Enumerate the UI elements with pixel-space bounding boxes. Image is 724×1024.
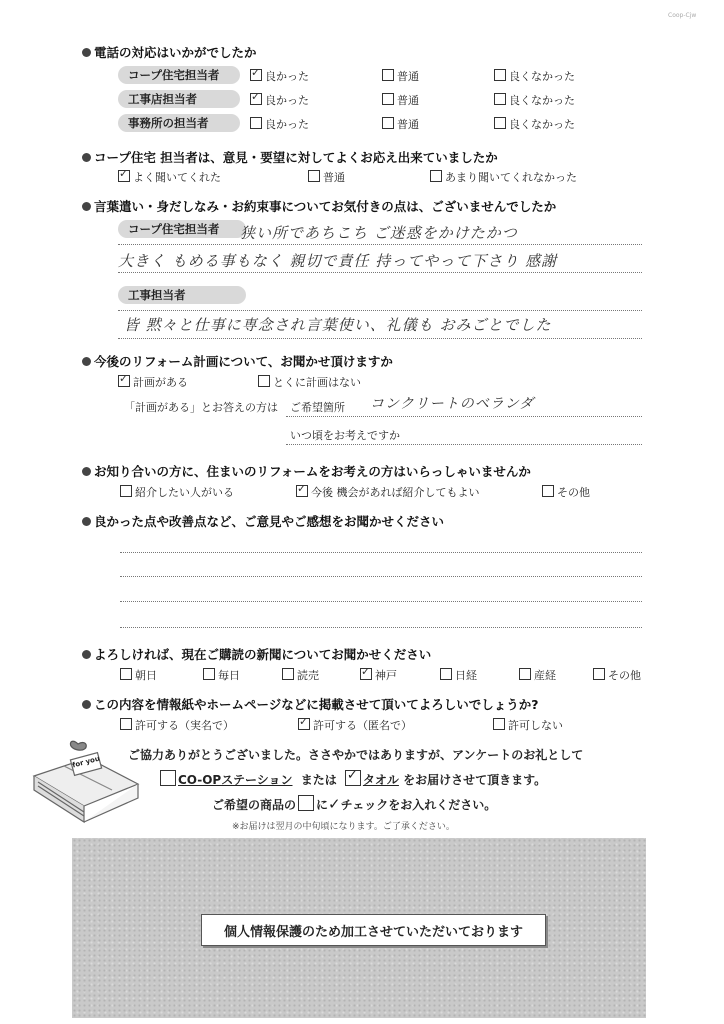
divider — [286, 444, 642, 445]
coop-station-option[interactable]: CO-OPステーション — [160, 773, 293, 787]
q1-r3-bad[interactable]: 良くなかった — [494, 116, 575, 132]
divider — [286, 416, 642, 417]
checkbox-icon — [542, 485, 554, 497]
thanks-line2: CO-OPステーション または ✓ タオル をお届けさせて頂きます。 — [160, 770, 546, 788]
checkbox-checked-icon — [118, 375, 130, 387]
q3-role-coop: コープ住宅担当者 — [118, 220, 246, 238]
q3-title: 言葉遣い・身だしなみ・お約束事についてお気付きの点は、ございませんでしたか — [82, 197, 556, 215]
checkbox-checked-icon — [360, 668, 372, 680]
q1-r2-normal[interactable]: 普通 — [382, 92, 419, 108]
q1-r1-good[interactable]: ✓良かった — [250, 68, 309, 84]
checkbox-icon — [308, 170, 320, 182]
q2-opt-normal[interactable]: 普通 — [308, 169, 345, 185]
checkbox-icon — [258, 375, 270, 387]
divider — [118, 310, 642, 311]
checkbox-icon — [250, 117, 262, 129]
checkbox-icon — [440, 668, 452, 680]
q7-opt-sankei[interactable]: 産経 — [519, 667, 556, 683]
divider — [118, 272, 642, 273]
checkbox-checked-icon — [250, 93, 262, 105]
gift-book-icon — [26, 738, 144, 830]
gift-tag-text: for you — [71, 754, 101, 770]
checkbox-icon — [160, 770, 176, 786]
privacy-notice: 個人情報保護のため加工させていただいております — [201, 914, 546, 946]
bullet-icon — [82, 357, 91, 366]
q1-r3-normal[interactable]: 普通 — [382, 116, 419, 132]
checkbox-checked-icon — [298, 718, 310, 730]
divider — [118, 244, 642, 245]
comment-line[interactable] — [120, 552, 642, 553]
q1-r1-normal[interactable]: 普通 — [382, 68, 419, 84]
q5-opt-introduce[interactable]: 紹介したい人がいる — [120, 484, 234, 500]
checkbox-icon — [120, 485, 132, 497]
checkbox-icon — [519, 668, 531, 680]
q2-title: コープ住宅 担当者は、意見・要望に対してよくお応え出来ていましたか — [82, 148, 498, 166]
thanks-line1: ご協力ありがとうございました。ささやかではありますが、アンケートのお礼として — [128, 748, 584, 762]
bullet-icon — [82, 48, 91, 57]
checkbox-icon — [494, 93, 506, 105]
q7-opt-mainichi[interactable]: 毎日 — [203, 667, 240, 683]
q1-title: 電話の対応はいかがでしたか — [82, 43, 257, 61]
q4-place-answer: コンクリートのベランダ — [370, 396, 535, 412]
divider — [118, 338, 642, 339]
bullet-icon — [82, 650, 91, 659]
comment-line[interactable] — [120, 601, 642, 602]
q3-answer1-line2: 大きく もめる事もなく 親切で責任 持ってやって下さり 感謝 — [118, 252, 558, 270]
bullet-icon — [82, 700, 91, 709]
q3-answer2: 皆 黙々と仕事に専念され言葉使い、礼儀も おみごとでした — [124, 316, 552, 334]
checkbox-checked-icon — [296, 485, 308, 497]
checkbox-icon — [430, 170, 442, 182]
bullet-icon — [82, 153, 91, 162]
delivery-note: ※お届けは翌月の中旬頃になります。ご了承ください。 — [232, 822, 455, 832]
checkbox-icon — [120, 668, 132, 680]
checkbox-icon — [494, 117, 506, 129]
checkbox-checked-icon — [345, 770, 361, 786]
q7-opt-nikkei[interactable]: 日経 — [440, 667, 477, 683]
q7-opt-kobe[interactable]: ✓ 神戸 — [360, 667, 397, 683]
q7-opt-other[interactable]: その他 — [593, 667, 641, 683]
q5-opt-other[interactable]: その他 — [542, 484, 590, 500]
checkbox-icon — [493, 718, 505, 730]
q2-opt-not-listened[interactable]: あまり聞いてくれなかった — [430, 169, 577, 185]
q1-role-contractor: 工事店担当者 — [118, 90, 240, 108]
towel-option[interactable]: ✓ タオル — [345, 773, 399, 787]
q5-title: お知り合いの方に、住まいのリフォームをお考えの方はいらっしゃいませんか — [82, 462, 531, 480]
checkbox-icon — [298, 795, 314, 811]
q8-opt-realname[interactable]: 許可する（実名で） — [120, 717, 234, 733]
q1-r2-bad[interactable]: 良くなかった — [494, 92, 575, 108]
checkbox-checked-icon — [118, 170, 130, 182]
q4-when-label: いつ頃をお考えですか — [290, 429, 400, 442]
comment-line[interactable] — [120, 627, 642, 628]
checkbox-icon — [203, 668, 215, 680]
bullet-icon — [82, 517, 91, 526]
checkbox-checked-icon — [250, 69, 262, 81]
q1-role-coop: コープ住宅担当者 — [118, 66, 240, 84]
q8-title: この内容を情報紙やホームページなどに掲載させて頂いてよろしいでしょうか? — [82, 695, 539, 713]
q7-title: よろしければ、現在ご購読の新聞についてお聞かせください — [82, 645, 431, 663]
q4-opt-plan[interactable]: ✓計画がある — [118, 374, 188, 390]
bullet-icon — [82, 202, 91, 211]
corner-code: Coop-Cjw — [668, 12, 697, 19]
q8-opt-deny[interactable]: 許可しない — [493, 717, 563, 733]
comment-line[interactable] — [120, 576, 642, 577]
q2-opt-listened[interactable]: ✓よく聞いてくれた — [118, 169, 221, 185]
q4-opt-noplan[interactable]: とくに計画はない — [258, 374, 361, 390]
checkbox-icon — [120, 718, 132, 730]
q7-opt-yomiuri[interactable]: 読売 — [282, 667, 319, 683]
q3-role-contractor: 工事担当者 — [118, 286, 246, 304]
q4-if-plan: 「計画がある」とお答えの方は — [124, 401, 278, 414]
check-mark-icon: ✓ — [328, 795, 341, 813]
checkbox-icon — [382, 69, 394, 81]
q8-opt-anonymous[interactable]: ✓ 許可する（匿名で） — [298, 717, 412, 733]
q4-title: 今後のリフォーム計画について、お聞かせ頂けますか — [82, 352, 393, 370]
q7-opt-asahi[interactable]: 朝日 — [120, 667, 157, 683]
q4-place-label: ご希望箇所 — [290, 401, 345, 414]
thanks-line3: ご希望の商品の に✓チェックをお入れください。 — [212, 795, 497, 813]
checkbox-icon — [282, 668, 294, 680]
checkbox-icon — [382, 117, 394, 129]
q3-answer1-line1: 狭い所であちこち ご迷惑をかけたかつ — [240, 224, 518, 242]
bullet-icon — [82, 467, 91, 476]
checkbox-icon — [593, 668, 605, 680]
checkbox-icon — [494, 69, 506, 81]
checkbox-icon — [382, 93, 394, 105]
q1-r1-bad[interactable]: 良くなかった — [494, 68, 575, 84]
q1-r2-good[interactable]: ✓良かった — [250, 92, 309, 108]
q5-opt-future[interactable]: ✓ 今後 機会があれば紹介してもよい — [296, 484, 480, 500]
q1-r3-good[interactable]: 良かった — [250, 116, 309, 132]
q6-title: 良かった点や改善点など、ご意見やご感想をお聞かせください — [82, 512, 444, 530]
q1-role-office: 事務所の担当者 — [118, 114, 240, 132]
